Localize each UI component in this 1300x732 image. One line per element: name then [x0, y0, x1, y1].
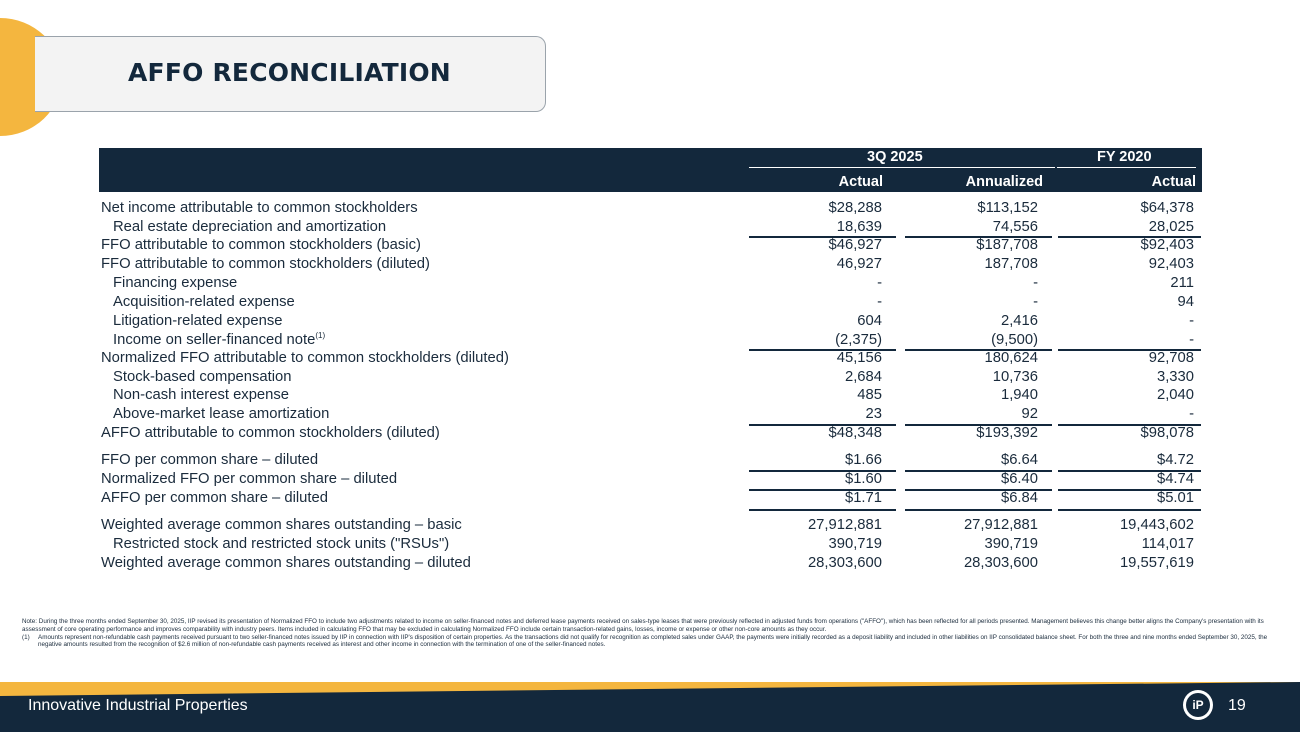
table-row	[101, 237, 1194, 256]
cell-annualized: $193,392	[976, 425, 1038, 441]
table-row	[101, 256, 1194, 275]
cell-fy-actual: $4.74	[1156, 471, 1194, 487]
subtotal-rule	[905, 424, 1052, 426]
row-label: Non-cash interest expense	[113, 387, 290, 403]
cell-fy-actual: $92,403	[1140, 237, 1194, 253]
row-label: FFO attributable to common stockholders (basic)	[101, 237, 421, 253]
cell-fy-actual: 211	[1170, 275, 1194, 291]
cell-3q-actual: 27,912,881	[807, 517, 882, 533]
page-title: AFFO RECONCILIATION	[128, 58, 451, 87]
cell-fy-actual: $5.01	[1156, 490, 1194, 506]
cell-3q-actual: 23	[865, 406, 882, 422]
total-rule	[1058, 509, 1201, 511]
cell-3q-actual: -	[877, 294, 882, 310]
subtotal-rule	[1058, 424, 1201, 426]
cell-annualized: 180,624	[984, 350, 1038, 366]
cell-fy-actual: 94	[1177, 294, 1194, 310]
row-label	[113, 332, 325, 348]
table-row	[101, 452, 1194, 471]
cell-fy-actual: 3,330	[1156, 369, 1194, 385]
subtotal-rule	[749, 236, 896, 238]
cell-3q-actual: 390,719	[828, 536, 882, 552]
subtotal-rule	[749, 349, 896, 351]
cell-3q-actual: $1.66	[844, 452, 882, 468]
cell-3q-actual: 46,927	[836, 256, 882, 272]
header-col-fy-actual: Actual	[1151, 174, 1196, 190]
cell-fy-actual: -	[1189, 332, 1194, 348]
note-main: Note: During the three months ended September 30, 2025, IIP revised its presentation of Normalized FFO to include two adjustments related to income on seller-financed notes and deferred lease payments received on sales-type leases that were previously reflected in adjusted funds from operations ("AFFO"), which has been reflected for all periods presented. Management believes this change better aligns the Company's presentation with its assessment of core operating performance and improves comparability with industry peers. Items included in calculating FFO that may be excluded in calculating Normalized FFO include certain transaction-related gains, losses, income or expense or other non-core amounts as they occur.	[22, 618, 1264, 633]
row-label: Above-market lease amortization	[113, 406, 330, 422]
cell-3q-actual: $28,288	[828, 200, 882, 216]
cell-fy-actual: 114,017	[1141, 536, 1194, 552]
cell-3q-actual: $1.71	[844, 490, 882, 506]
row-label: Litigation-related expense	[113, 313, 283, 329]
subtotal-rule	[1058, 349, 1201, 351]
subtotal-rule	[749, 424, 896, 426]
subtotal-rule	[905, 236, 1052, 238]
subtotal-rule	[1058, 470, 1201, 472]
subtotal-rule	[749, 489, 896, 491]
cell-fy-actual: 92,403	[1148, 256, 1194, 272]
row-label: Normalized FFO attributable to common stockholders (diluted)	[101, 350, 509, 366]
cell-3q-actual: $46,927	[828, 237, 882, 253]
table-row	[101, 517, 1194, 536]
cell-fy-actual: -	[1189, 313, 1194, 329]
cell-annualized: -	[1033, 275, 1038, 291]
row-label: Acquisition-related expense	[113, 294, 295, 310]
cell-annualized: 187,708	[984, 256, 1038, 272]
footnotes	[22, 618, 1280, 649]
row-label: Financing expense	[113, 275, 238, 291]
cell-fy-actual: -	[1189, 406, 1194, 422]
cell-annualized: $113,152	[977, 200, 1038, 216]
cell-3q-actual: 485	[857, 387, 882, 403]
row-label: Restricted stock and restricted stock units ("RSUs")	[113, 536, 450, 552]
cell-annualized: $6.40	[1000, 471, 1038, 487]
row-label: Normalized FFO per common share – diluted	[101, 471, 398, 487]
table-row	[101, 200, 1194, 219]
cell-3q-actual: 2,684	[844, 369, 882, 385]
header-col-actual: Actual	[838, 174, 883, 190]
cell-fy-actual: 28,025	[1148, 219, 1194, 235]
footnote-1	[22, 634, 1280, 650]
table-row	[101, 490, 1194, 509]
subtotal-rule	[905, 470, 1052, 472]
cell-annualized: 1,940	[1000, 387, 1038, 403]
cell-annualized: $6.64	[1000, 452, 1038, 468]
table-header	[99, 148, 1202, 192]
table-row	[101, 294, 1194, 313]
table-row	[101, 555, 1194, 574]
cell-annualized: 28,303,600	[963, 555, 1038, 571]
row-label: FFO attributable to common stockholders (diluted)	[101, 256, 430, 272]
cell-3q-actual: 45,156	[836, 350, 882, 366]
cell-fy-actual: $64,378	[1140, 200, 1194, 216]
subtotal-rule	[905, 489, 1052, 491]
row-label: AFFO attributable to common stockholders (diluted)	[101, 425, 440, 441]
table-row	[101, 369, 1194, 388]
cell-annualized: 390,719	[984, 536, 1038, 552]
cell-annualized: $6.84	[1000, 490, 1038, 506]
row-label: AFFO per common share – diluted	[101, 490, 328, 506]
cell-3q-actual: $48,348	[828, 425, 882, 441]
cell-fy-actual: $4.72	[1156, 452, 1194, 468]
table-row	[101, 275, 1194, 294]
table-row	[101, 387, 1194, 406]
cell-fy-actual: 92,708	[1148, 350, 1194, 366]
cell-3q-actual: (2,375)	[835, 332, 882, 348]
header-group-rule	[1057, 167, 1196, 168]
subtotal-rule	[1058, 236, 1201, 238]
table-row	[101, 350, 1194, 369]
header-group-rule	[749, 167, 1055, 168]
table-row	[101, 425, 1194, 444]
cell-3q-actual: $1.60	[844, 471, 882, 487]
row-label: Weighted average common shares outstanding – basic	[101, 517, 462, 533]
header-group-fy2020: FY 2020	[1097, 149, 1152, 165]
cell-fy-actual: 19,443,602	[1119, 517, 1194, 533]
footnote-marker: (1)	[315, 331, 326, 341]
cell-annualized: $187,708	[976, 237, 1038, 253]
header-group-3q2025: 3Q 2025	[867, 149, 923, 165]
cell-annualized: (9,500)	[991, 332, 1038, 348]
row-label: FFO per common share – diluted	[101, 452, 319, 468]
logo-text: iP	[1186, 693, 1210, 717]
cell-annualized: 92	[1021, 406, 1038, 422]
cell-annualized: 2,416	[1000, 313, 1038, 329]
cell-3q-actual: 28,303,600	[807, 555, 882, 571]
cell-3q-actual: 18,639	[836, 219, 882, 235]
total-rule	[749, 509, 896, 511]
page-number: 19	[1228, 697, 1246, 714]
cell-3q-actual: 604	[857, 313, 882, 329]
row-label: Weighted average common shares outstanding – diluted	[101, 555, 471, 571]
row-label: Stock-based compensation	[113, 369, 292, 385]
total-rule	[905, 509, 1052, 511]
cell-3q-actual: -	[877, 275, 882, 291]
row-label: Real estate depreciation and amortization	[113, 219, 387, 235]
header-col-annualized: Annualized	[965, 174, 1043, 190]
cell-annualized: 74,556	[992, 219, 1038, 235]
table-row	[101, 313, 1194, 332]
row-label: Net income attributable to common stockholders	[101, 200, 418, 216]
table-row	[101, 471, 1194, 490]
footer-company-name: Innovative Industrial Properties	[28, 697, 248, 714]
cell-fy-actual: $98,078	[1140, 425, 1194, 441]
table-row	[101, 536, 1194, 555]
footnote-text: Amounts represent non-refundable cash payments received pursuant to two seller-financed notes issued by IIP in connection with IIP's disposition of certain properties. As the transactions did not qualify for recognition as completed sales under GAAP, the payments were initially recorded as a deposit liability and included in other liabilities on IIP consolidated balance sheet. For both the three and nine months ended September 30, 2025, the negative amounts resulted from the recognition of $2.6 million of non-refundable cash payments received as interest and other income in connection with the termination of one of the seller-financed notes.	[38, 633, 1268, 649]
cell-annualized: 27,912,881	[963, 517, 1038, 533]
subtotal-rule	[1058, 489, 1201, 491]
table-row	[101, 406, 1194, 425]
company-logo-icon	[1183, 690, 1213, 720]
subtotal-rule	[749, 470, 896, 472]
cell-annualized: 10,736	[992, 369, 1038, 385]
cell-fy-actual: 2,040	[1156, 387, 1194, 403]
cell-fy-actual: 19,557,619	[1119, 555, 1194, 571]
cell-annualized: -	[1033, 294, 1038, 310]
subtotal-rule	[905, 349, 1052, 351]
row-label-text: Income on seller-financed note	[113, 332, 316, 348]
footnote-number: (1)	[22, 633, 30, 641]
